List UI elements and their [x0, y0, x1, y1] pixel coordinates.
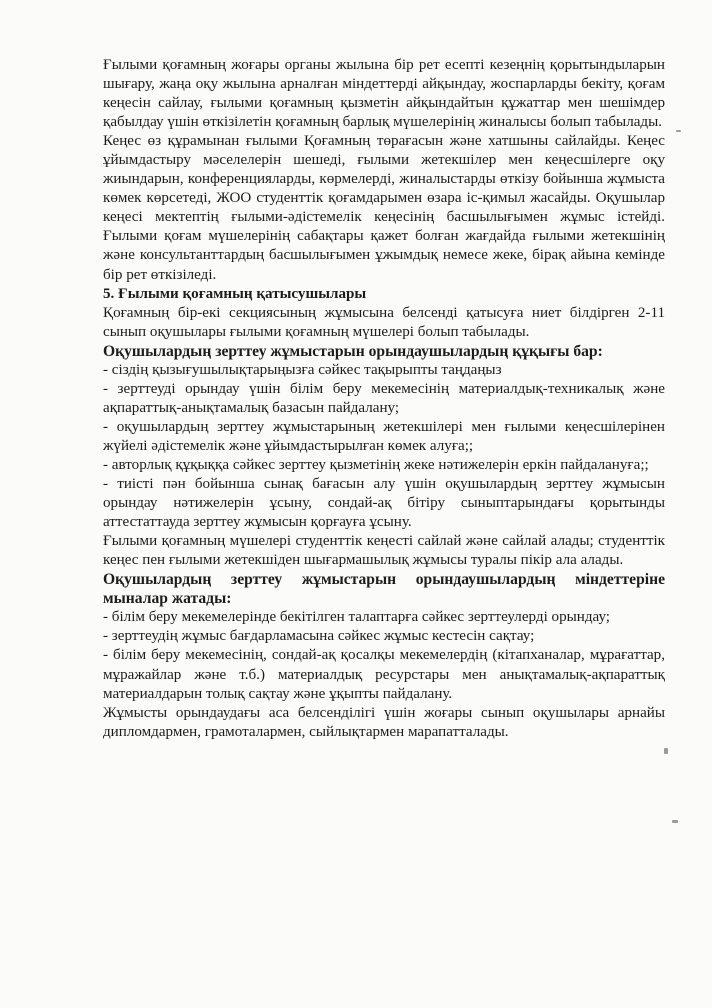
scan-speck	[664, 748, 668, 754]
rights-item-topic: - сіздің қызығушылықтарыңызға сәйкес тақырыпты таңдаңыз	[103, 361, 502, 378]
rights-item-base: - зерттеуді орындау үшін білім беру мекемесінің материалдық-техникалық және ақпараттық-анықтамалық базасын пайдалану;	[103, 380, 665, 416]
rights-item-copyright: - авторлық құқыққа сәйкес зерттеу қызметінің жеке нәтижелерін еркін пайдалануға;;	[103, 456, 649, 473]
duties-item-schedule: - зерттеудің жұмыс бағдарламасына сәйкес жұмыс кестесін сақтау;	[103, 628, 535, 645]
scan-speck	[672, 820, 678, 823]
heading-duties: Оқушылардың зерттеу жұмыстарын орындаушылардың міндеттеріне мыналар жатады:	[103, 571, 665, 608]
section-heading-participants: 5. Ғылыми қоғамның қатысушылары	[103, 285, 367, 302]
paragraph-meeting: Ғылыми қоғамның жоғары органы жылына бір рет есепті кезеңнің қорытындыларын шығару, жаңа оқу жылына арналған міндеттерді айқындау, жоспарларды бекіту, қоғам кеңесін сайлау, ғылыми қоғамның қызметін айқындайтын құжаттар мен шешімдер қабылдау үшін өткізілетін қоғамның барлық мүшелерінің жиналысы болып табылады.	[103, 57, 665, 131]
paragraph-student-council: Ғылыми қоғамның мүшелері студенттік кеңесті сайлай және сайлай алады; студенттік кеңес пен ғылыми жетекшіден шығармашылық жұмысы туралы пікір ала алады.	[103, 533, 665, 569]
heading-rights: Оқушылардың зерттеу жұмыстарын орындаушылардың құқығы бар:	[103, 342, 603, 360]
scan-speck	[676, 130, 681, 132]
rights-item-results: - тиісті пән бойынша сынақ бағасын алу үшін оқушылардың зерттеу жұмысын орындау нәтижелерін ұсыну, сондай-ақ бітіру сыныптарындағы қорытынды аттестаттауда зерттеу жұмысын қорғауға ұсыну.	[103, 476, 665, 531]
rights-item-help: - оқушылардың зерттеу жұмыстарының жетекшілері мен ғылыми кеңесшілерінен жүйелі әдістемелік және ұйымдастырылған көмек алуға;;	[103, 418, 665, 454]
duties-item-research: - білім беру мекемелерінде бекітілген талаптарға сәйкес зерттеулерді орындау;	[103, 609, 610, 626]
duties-item-resources: - білім беру мекемесінің, сондай-ақ қосалқы мекемелердің (кітапханалар, мұрағаттар, мұражайлар және т.б.) материалдық ресурстары мен анықтамалық-ақпараттық материалдарын толық сақтау және ұқыпты пайдалану.	[103, 647, 665, 702]
paragraph-members: Қоғамның бір-екі секциясының жұмысына белсенді қатысуға ниет білдірген 2-11 сынып оқушылары ғылыми қоғамның мүшелері болып табылады.	[103, 304, 665, 340]
paragraph-council: Кеңес өз құрамынан ғылыми Қоғамның төрағасын және хатшыны сайлайды. Кеңес ұйымдастыру мәселелерін шешеді, ғылыми жетекшілер мен кеңесшілерге оқу жиындарын, конференцияларды, көрмелерді, жиналыстарды өткізу бойынша жұмыста көмек көрсетеді, ЖОО студенттік қоғамдарымен өзара іс-қимыл жасайды. Оқушылар кеңесі мектептің ғылыми-әдістемелік кеңесінің басшылығымен жұмыс істейді. Ғылыми қоғам мүшелерінің сабақтары қажет болған жағдайда ғылыми жетекшінің және консультанттардың басшылығымен ұжымдық немесе жеке, бірақ айына кемінде бір рет өткізіледі.	[103, 133, 665, 283]
paragraph-awards: Жұмысты орындаудағы аса белсенділігі үшін жоғары сынып оқушылары арнайы дипломдармен, грамоталармен, сыйлықтармен марапатталады.	[103, 704, 665, 740]
